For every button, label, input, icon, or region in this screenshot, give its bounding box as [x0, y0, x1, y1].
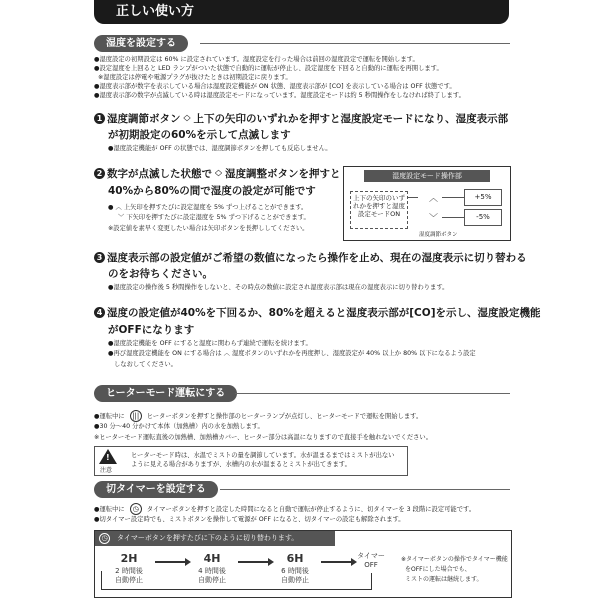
updown-arrow-icon: ︿ ﹀ — [183, 111, 191, 126]
timer-step-off: タイマー — [357, 552, 385, 560]
heater-line1 — [94, 410, 422, 422]
step3-line2: のをお待ちください。 — [108, 268, 213, 280]
step4-note3: しなおしてください。 — [114, 361, 177, 368]
heater-line1b: ヒーターボタンを押すと操作部のヒーターランプが点灯し、ヒーターモードで運転を開始します。 — [146, 413, 423, 420]
step2-line1 — [94, 166, 341, 182]
timer-step-off-sub: OFF — [364, 561, 378, 569]
step3-note: ●湿度設定の操作後 5 秒間操作をしないと、その時点の数値に設定され湿度表示部は現在の湿度表示に切り替わります。 — [108, 284, 449, 291]
timer-note1: ※タイマーボタンの操作でタイマー機能 — [401, 556, 508, 563]
step4-line2: がOFFになります — [108, 324, 195, 336]
timer-line2: ●切タイマー設定時でも、ミストボタンを操作して電源が OFF になると、切タイマーの設定も解除されます。 — [94, 516, 405, 523]
timer-line1b: タイマーボタンを押すと設定した時間になると自動で運転が停止するように、切タイマーを 3 段階に設定可能です。 — [146, 506, 476, 513]
timer-step-6h: 6H — [286, 552, 304, 565]
updown-arrow-icon: ︿ ﹀ — [215, 166, 222, 181]
timer-note2: をOFFにした場合でも、 — [405, 566, 471, 573]
connector — [442, 197, 464, 198]
minus5-label: -5% — [464, 209, 502, 226]
timer-line1 — [94, 503, 475, 515]
down-arrow-icon: ﹀ — [118, 214, 125, 221]
step4-line1 — [94, 305, 541, 321]
step4-text: 湿度の設定値が40%を下回るか、80%を超えると湿度表示部が[CO]を示し、湿度設定機能 — [107, 307, 541, 319]
step3-text: 湿度表示部の設定値がご希望の数値になったら操作を止め、現在の湿度表示に切り替わる — [107, 252, 527, 264]
step2-text-a: 数字が点滅した状態で — [107, 168, 212, 180]
timer-step-4h: 4H — [203, 552, 221, 565]
humidity-intro-2: ●設定湿度を上回ると LED ランプがついた状態で自動的に運転が停止し、設定湿度を下回ると自動的に運転を再開します。 — [94, 65, 443, 72]
humidity-control-diagram — [343, 166, 511, 241]
caution-box — [94, 446, 408, 476]
heater-section-heading: ヒーターモード運転にする — [94, 385, 237, 402]
step4-number: 4 — [94, 307, 105, 318]
connector — [442, 217, 464, 218]
warning-exclamation: ! — [106, 453, 110, 462]
humidity-intro-3: ※湿度設定は停電や電源プラグが抜けたときは初期設定に戻ります。 — [98, 74, 292, 81]
timer-diagram-header — [95, 531, 335, 546]
caution-text2: ように見える場合がありますが、水槽内の水が温まるとミストが出てきます。 — [131, 461, 351, 468]
step2-note-down-text: 下矢印を押すたびに設定湿度を 5% ずつ下げることができます。 — [126, 214, 310, 221]
step2-note-up — [108, 204, 307, 213]
timer-note — [401, 555, 508, 585]
timer-step-2h-sub2: 自動停止 — [115, 576, 143, 584]
step2-text-b: 湿度調整ボタンを押すと — [225, 168, 341, 180]
timer-diagram — [94, 530, 512, 598]
step3-line1 — [94, 250, 527, 266]
loop-line — [371, 573, 372, 590]
step4-note2a: ●再び湿度設定機能を ON にする場合は — [108, 350, 222, 357]
step2-note-down — [118, 214, 310, 223]
page-title: 正しい使い方 — [94, 0, 509, 24]
connector — [408, 197, 418, 198]
humidity-intro-4: ●湿度表示部が数字を表示している場合は湿度設定機能が ON 状態、湿度表示部が [CO] を表示している場合は OFF 状態です。 — [94, 83, 456, 90]
clock-icon: ◷ — [99, 533, 110, 544]
loop-line — [101, 571, 102, 589]
heater-line1a: ●運転中に — [94, 413, 125, 420]
diagram-center-label-box — [350, 191, 408, 229]
timer-step-4h-sub2: 自動停止 — [198, 576, 226, 584]
section-divider — [220, 489, 510, 490]
step4-note1: ●湿度設定機能を OFF にすると湿度に関わらず連続で運転を続けます。 — [108, 340, 312, 347]
step1-text-a: 湿度調節ボタン — [107, 113, 181, 125]
caution-text1: ヒーターモード時は、水温でミストの量を調節しています。水が温まるまではミストが出ない — [131, 452, 395, 459]
timer-step-6h-sub2: 自動停止 — [281, 576, 309, 584]
section-divider — [200, 43, 510, 44]
step2-line2: 40%から80%の間で湿度の設定が可能です — [108, 185, 316, 197]
diagram-title: 湿度設定モード操作部 — [364, 170, 490, 182]
bullet: ● — [108, 204, 114, 211]
humidity-intro-1: ●湿度設定の初期設定は 60% に設定されています。湿度設定を行った場合は前回の湿度設定で運転を開始します。 — [94, 56, 419, 63]
diagram-center-label: 上下の矢印のいずれかを押すと湿度設定モードON — [353, 194, 405, 218]
loop-line — [101, 589, 371, 590]
step1-number: 1 — [94, 113, 105, 124]
heater-line3: ※ヒーターモード運転直後の加熱槽、加熱槽カバー、ヒーター部分は高温になりますので直接手を触れないでください。 — [94, 434, 433, 441]
step4-note2 — [108, 350, 476, 359]
arrow-right-icon — [155, 561, 187, 563]
step1-text-b: 上下の矢印のいずれかを押すと湿度設定モードになり、湿度表示部 — [193, 113, 509, 125]
timer-section-heading: 切タイマーを設定する — [94, 481, 218, 498]
timer-note3: ミストの運転は継続します。 — [405, 576, 483, 583]
timer-diagram-header-text: タイマーボタンを押すたびに下のように切り替わります。 — [117, 534, 299, 542]
updown-arrow-icon: ︿ — [221, 350, 232, 357]
humidity-intro-5: ●湿度表示部の数字が点滅している時は湿度設定モードになっています。湿度設定モードは約 5 秒間操作をしなければ終了します。 — [94, 92, 465, 99]
timer-step-6h-sub1: 6 時間後 — [281, 567, 309, 575]
diagram-caption: 湿度調節ボタン — [419, 232, 458, 238]
up-arrow-icon: ︿ — [429, 194, 439, 204]
step2-note-up-text: 上矢印を押すたびに設定湿度を 5% ずつ上げることができます。 — [123, 204, 308, 211]
up-arrow-icon: ︿ — [115, 204, 122, 211]
step2-note-longpress: ※設定値を素早く変更したい場合は矢印ボタンを長押ししてください。 — [108, 225, 309, 232]
step1-line2: が初期設定の60%を示して点滅します — [108, 129, 291, 141]
step1-note: ●湿度設定機能が OFF の状態では、湿度調節ボタンを押しても反応しません。 — [108, 145, 332, 152]
heater-line2: ●30 分～40 分かけて本体（加熱槽）内の水を加熱します。 — [94, 423, 264, 430]
down-arrow-icon: ﹀ — [429, 214, 439, 224]
step1-line1 — [94, 111, 508, 127]
step4-note2b: 湿度ボタンのいずれかを再度押し、湿度設定が 40% 以上か 80% 以下になるよう設定 — [231, 350, 476, 357]
timer-line1a: ●運転中に — [94, 506, 125, 513]
section-divider — [235, 393, 510, 394]
heater-icon: ||| — [130, 410, 142, 422]
step3-number: 3 — [94, 252, 105, 263]
humidity-section-heading: 湿度を設定する — [94, 35, 188, 52]
timer-step-2h: 2H — [120, 552, 138, 565]
caution-label: 注意 — [100, 467, 113, 474]
clock-icon: ◷ — [130, 503, 142, 515]
arrow-right-icon — [238, 561, 270, 563]
timer-step-2h-sub1: 2 時間後 — [115, 567, 143, 575]
step2-number: 2 — [94, 168, 105, 179]
plus5-label: +5% — [464, 189, 502, 206]
timer-step-4h-sub1: 4 時間後 — [198, 567, 226, 575]
